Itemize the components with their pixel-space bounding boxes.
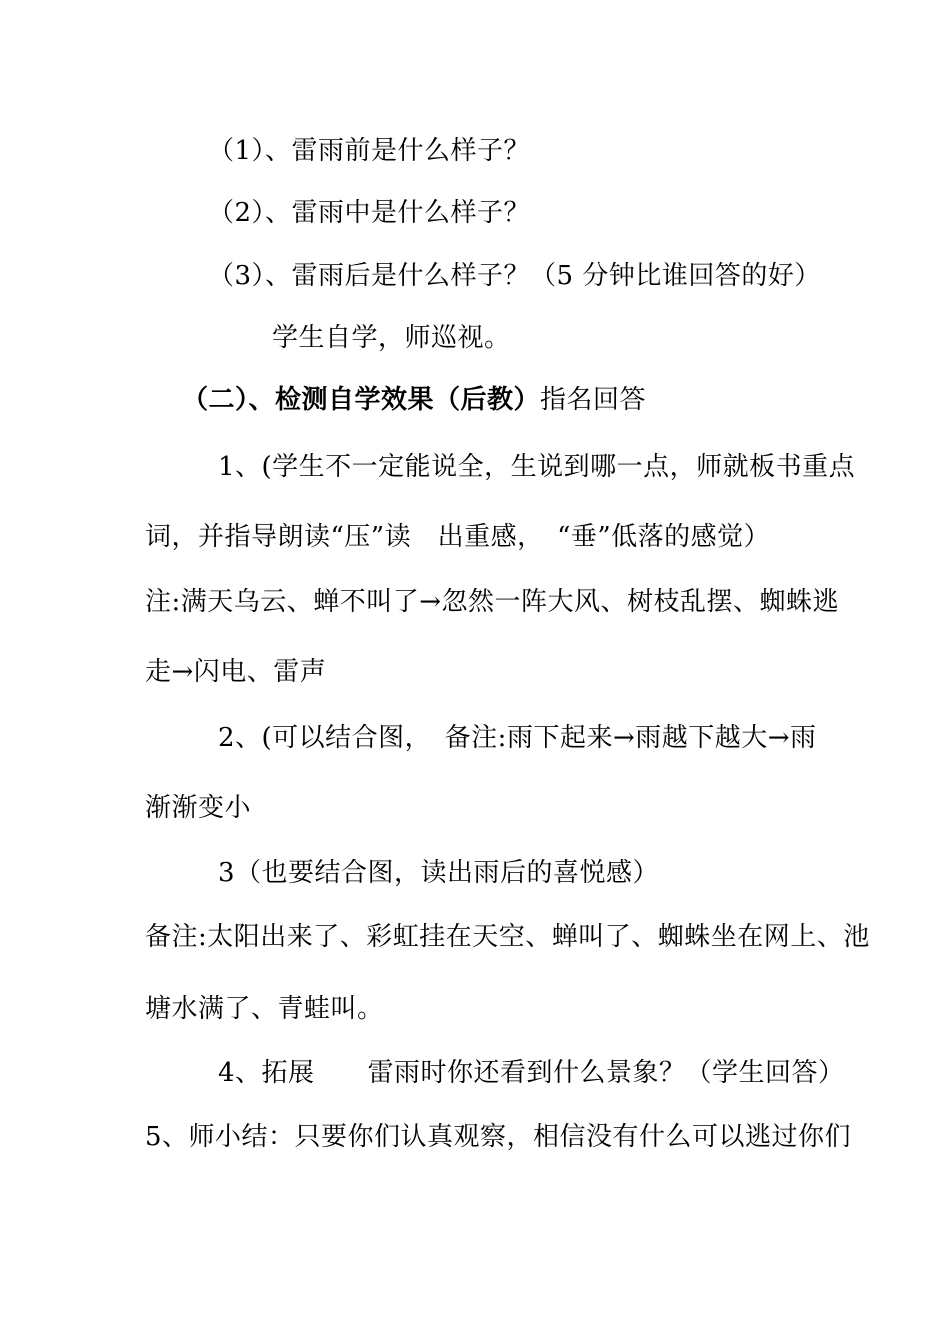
item-1-line-2: 词，并指导朗读“压”读 出重感， “垂”低落的感觉） [145,522,771,552]
question-1: （1）、雷雨前是什么样子？ [208,136,531,166]
section-heading [182,384,646,416]
item-4: 4、拓展 雷雨时你还看到什么景象？（学生回答） [218,1058,845,1088]
note-3-line-1: 备注:太阳出来了、彩虹挂在天空、蝉叫了、蜘蛛坐在网上、池 [145,922,870,952]
question-3: （3）、雷雨后是什么样子？（5 分钟比谁回答的好） [208,261,821,291]
item-2-line-2: 渐渐变小 [145,793,252,823]
question-2: （2）、雷雨中是什么样子？ [208,198,531,228]
section-heading-bold: （二）、检测自学效果（后教） [182,385,541,415]
section-heading-tail: 指名回答 [540,385,647,415]
item-2-line-1: 2、(可以结合图， 备注:雨下起来→雨越下越大→雨 [218,723,817,753]
note-1-line-2: 走→闪电、雷声 [145,657,327,687]
item-5: 5、师小结：只要你们认真观察，相信没有什么可以逃过你们 [145,1122,852,1152]
note-3-line-2: 塘水满了、青蛙叫。 [145,994,384,1024]
item-1-line-1: 1、(学生不一定能说全，生说到哪一点，师就板书重点 [218,452,856,482]
self-study-note: 学生自学，师巡视。 [272,323,511,353]
note-1-line-1: 注:满天乌云、蝉不叫了→忽然一阵大风、树枝乱摆、蜘蛛逃 [145,587,840,617]
item-3: 3（也要结合图，读出雨后的喜悦感） [218,858,660,888]
